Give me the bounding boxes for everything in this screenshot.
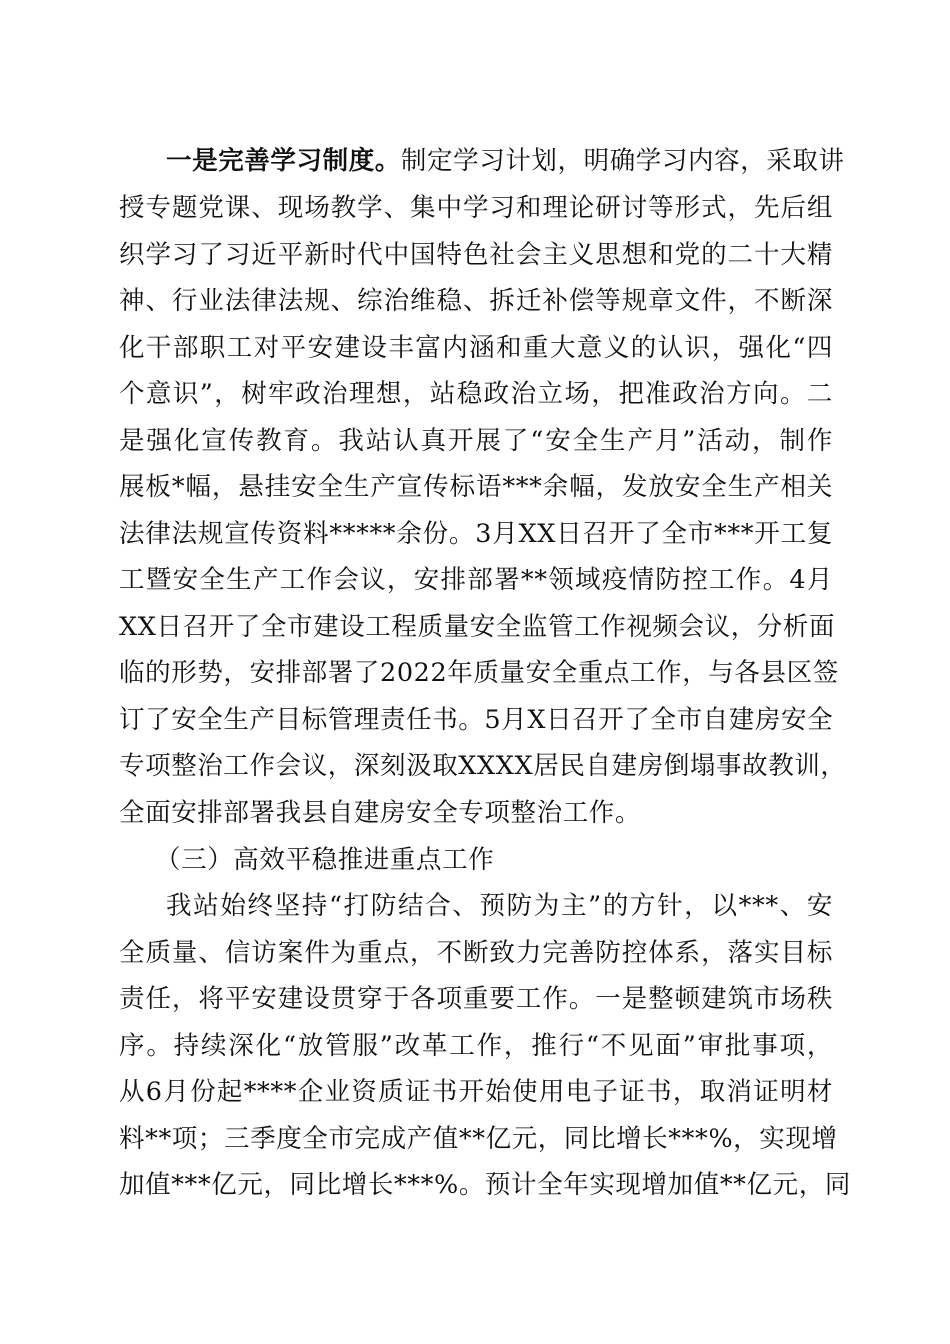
text-line: 个意识”，树牢政治理想，站稳政治立场，把准政治方向。二 <box>119 379 833 409</box>
text-line: 神、行业法律法规、综治维稳、拆迁补偿等规章文件，不断深 <box>119 286 833 316</box>
paragraph2-first-line: 我站始终坚持“打防结合、预防为主”的方针，以***、安 <box>166 891 833 921</box>
text-line: 责任，将平安建设贯穿于各项重要工作。一是整顿建筑市场秩 <box>119 984 833 1014</box>
text-line: 专项整治工作会议，深刻汲取XXXX居民自建房倒塌事故教训， <box>119 751 847 781</box>
text-line: 序。持续深化“放管服”改革工作，推行“不见面”审批事项， <box>119 1031 833 1061</box>
text-line: 全面安排部署我县自建房安全专项整治工作。 <box>119 798 642 828</box>
text-line: 订了安全生产目标管理责任书。5月X日召开了全市自建房安全 <box>119 705 834 735</box>
text-line: 法律法规宣传资料*****余份。3月XX日召开了全市***开工复 <box>119 519 833 549</box>
text-line: 加值***亿元，同比增长***%。预计全年实现增加值**亿元，同 <box>119 1170 851 1200</box>
text-line: 临的形势，安排部署了2022年质量安全重点工作，与各县区签 <box>119 658 839 688</box>
text-line: 化干部职工对平安建设丰富内涵和重大意义的认识，强化“四 <box>119 333 833 363</box>
text-line: 织学习了习近平新时代中国特色社会主义思想和党的二十大精 <box>119 240 833 270</box>
paragraph1-first-line <box>166 146 845 176</box>
text-line: 是强化宣传教育。我站认真开展了“安全生产月”活动，制作 <box>119 426 833 456</box>
text-line: 工暨安全生产工作会议，安排部署**领域疫情防控工作。4月 <box>119 565 833 595</box>
text-line: 从6月份起****企业资质证书开始使用电子证书，取消证明材 <box>119 1077 833 1107</box>
text-line: 全质量、信访案件为重点，不断致力完善防控体系，落实目标 <box>119 938 833 968</box>
paragraph1-first-rest: 制定学习计划，明确学习内容，采取讲 <box>400 146 845 176</box>
text-line: XX日召开了全市建设工程质量安全监管工作视频会议，分析面 <box>119 612 836 642</box>
section-heading: （三）高效平稳推进重点工作 <box>155 845 495 875</box>
paragraph1-lead: 一是完善学习制度。 <box>166 146 401 176</box>
text-line: 展板*幅，悬挂安全生产宣传标语***余幅，发放安全生产相关 <box>119 472 833 502</box>
text-line: 授专题党课、现场教学、集中学习和理论研讨等形式，先后组 <box>119 193 833 223</box>
text-line: 料**项；三季度全市完成产值**亿元，同比增长***%，实现增 <box>119 1124 838 1154</box>
